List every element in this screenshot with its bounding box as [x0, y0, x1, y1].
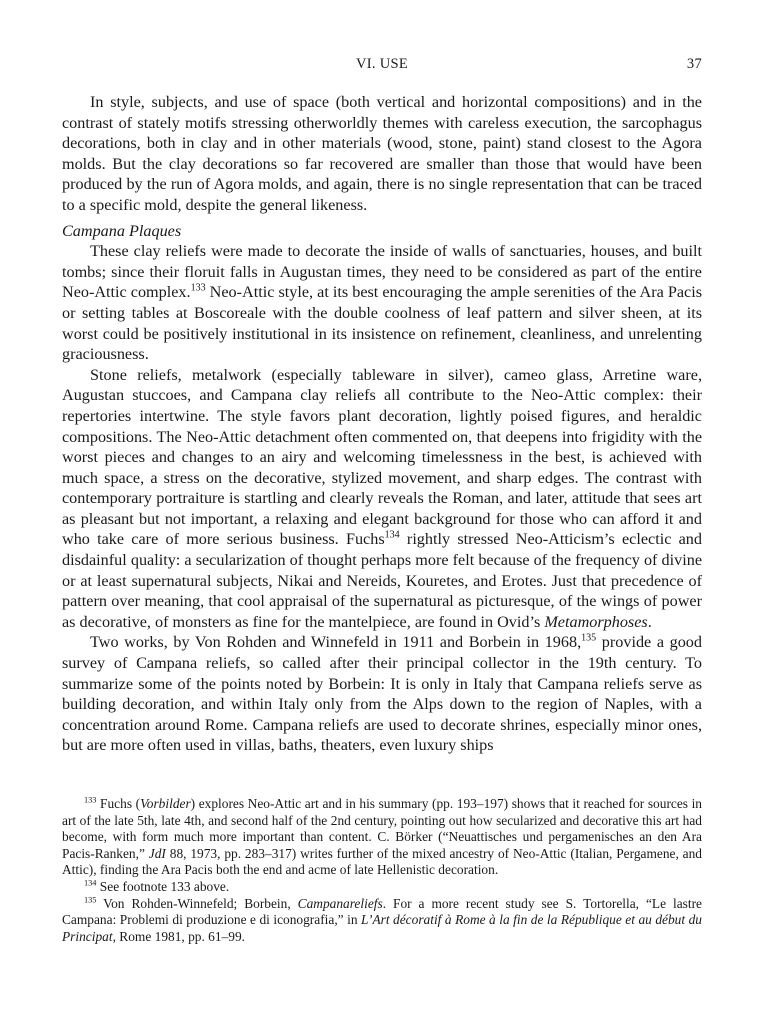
paragraph-2	[62, 241, 702, 365]
body-text	[62, 92, 702, 756]
footnote-text: . For a more recent study see S. Tortorella, “Le lastre Campana: Problemi di produzione e di iconografia,” in	[62, 895, 702, 928]
paragraph-1-text: In style, subjects, and use of space (both vertical and horizontal compositions) and in the contrast of stately motifs stressing otherworldly themes with careless execution, the sarcophagus decorations, both in clay and in other materials (wood, stone, paint) stand closest to the Agora molds. But the clay decorations so far recovered are smaller than those that would have been produced by the run of Agora molds, and again, there is no single representation that can be traced to a specific mold, despite the general likeness.	[62, 93, 702, 214]
footnote-text: Von Rohden-Winnefeld; Borbein,	[96, 895, 298, 911]
paragraph-3-text-a: Stone reliefs, metalwork (especially tableware in silver), cameo glass, Arretine ware, Augustan stuccoes, and Campana clay reliefs all contribute to the Neo-Attic complex: their repertories intertwine. The style favors plant decoration, lightly poised figures, and heraldic compositions. The Neo-Attic detachment often commented on, that deepens into frigidity with the worst pieces and changes to an airy and welcoming timelessness in the best, is achieved with much space, a stress on the decorative, stylized movement, and sharp edges. The contrast with contemporary portraiture is startling and clearly reveals the Roman, and later, attitude that sees art as pleasant but not important, a relaxing and elegant background for those who can afford it and who take care of more serious business. Fuchs	[62, 365, 702, 549]
footnotes	[62, 796, 702, 945]
footnote-text: , Rome 1981, pp. 61–99.	[112, 928, 246, 944]
footnote-text: ) explores Neo-Attic art and in his summary (pp. 193–197) shows that it reached for sources in art of the late 5th, late 4th, and second half of the 2nd century, pointing out how secularized and decorative this art had become, with form much more important than content. C. Börker (“Neuattisches und pergamenisches an den Ara Pacis-Ranken,”	[62, 796, 702, 861]
paragraph-2-text-a: These clay reliefs were made to decorate the inside of walls of sanctuaries, houses, and built tombs; since their floruit falls in Augustan times, they need to be considered as part of the entire Neo-Attic complex.	[62, 242, 702, 302]
footnote-number: 135	[84, 895, 97, 905]
page-header	[62, 56, 702, 76]
paragraph-3-text-b: rightly stressed Neo-Atticism’s eclectic and disdainful quality: a secularization of thought perhaps more felt because of the frequency of divine or at least supernatural subjects, Nikai and Nereids, Kouretes, and Erotes. Just that precedence of pattern over meaning, that cool appraisal of the supernatural as picturesque, of the wings of power as decorative, of monsters as fine for the mantelpiece, are found in Ovid’s	[62, 530, 702, 631]
footnote-number: 134	[84, 878, 97, 888]
footnote-text: See footnote 133 above.	[96, 878, 230, 894]
journal-title: JdI	[148, 845, 166, 861]
footnote-text: 88, 1973, pp. 283–317) writes further of the mixed ancestry of Neo-Attic (Italian, Pergamene, and Attic), finding the Ara Pacis both the end and acme of late Hellenistic decoration.	[62, 845, 702, 878]
work-title: Metamorphoses	[544, 612, 648, 631]
paragraph-3	[62, 365, 702, 633]
footnote-133	[62, 796, 702, 879]
paragraph-4-text-a: Two works, by Von Rohden and Winnefeld in 1911 and Borbein in 1968,	[90, 633, 582, 652]
section-heading: Campana Plaques	[62, 221, 182, 240]
paragraph-2-text-b: Neo-Attic style, at its best encouraging the ample serenities of the Ara Pacis or setting tables at Boscoreale with the double coolness of leaf pattern and silver sheen, at its worst could be positively institutional in its insistence on refinement, cleanliness, and unrelenting graciousness.	[62, 283, 702, 364]
paragraph-1	[62, 92, 702, 216]
footnote-135	[62, 896, 702, 946]
work-title: Vorbilder	[140, 796, 191, 811]
footnote-134	[62, 879, 702, 896]
running-head: VI. USE	[355, 56, 409, 72]
work-title: Campanareliefs	[297, 895, 383, 911]
work-title: L’Art décoratif à Rome à la fin de la République et au début du Principat	[62, 912, 702, 944]
paragraph-4-text-b: provide a good survey of Campana reliefs, so called after their principal collector in the 19th century. To summarize some of the points noted by Borbein: It is only in Italy that Campana reliefs serve as building decoration, and within Italy only from the Alps down to the region of Naples, with a concentration around Rome. Campana reliefs are used to decorate shrines, especially minor ones, but are more often used in villas, baths, theaters, even luxury ships	[62, 633, 702, 755]
page-number: 37	[686, 56, 702, 72]
footnote-ref-133[interactable]: 133	[190, 282, 206, 294]
footnote-ref-135[interactable]: 135	[581, 633, 597, 645]
footnote-number: 133	[84, 795, 97, 805]
footnote-ref-134[interactable]: 134	[384, 530, 400, 542]
paragraph-3-text-c: .	[647, 612, 652, 631]
footnote-text: Fuchs (	[96, 796, 141, 811]
paragraph-4	[62, 632, 702, 756]
